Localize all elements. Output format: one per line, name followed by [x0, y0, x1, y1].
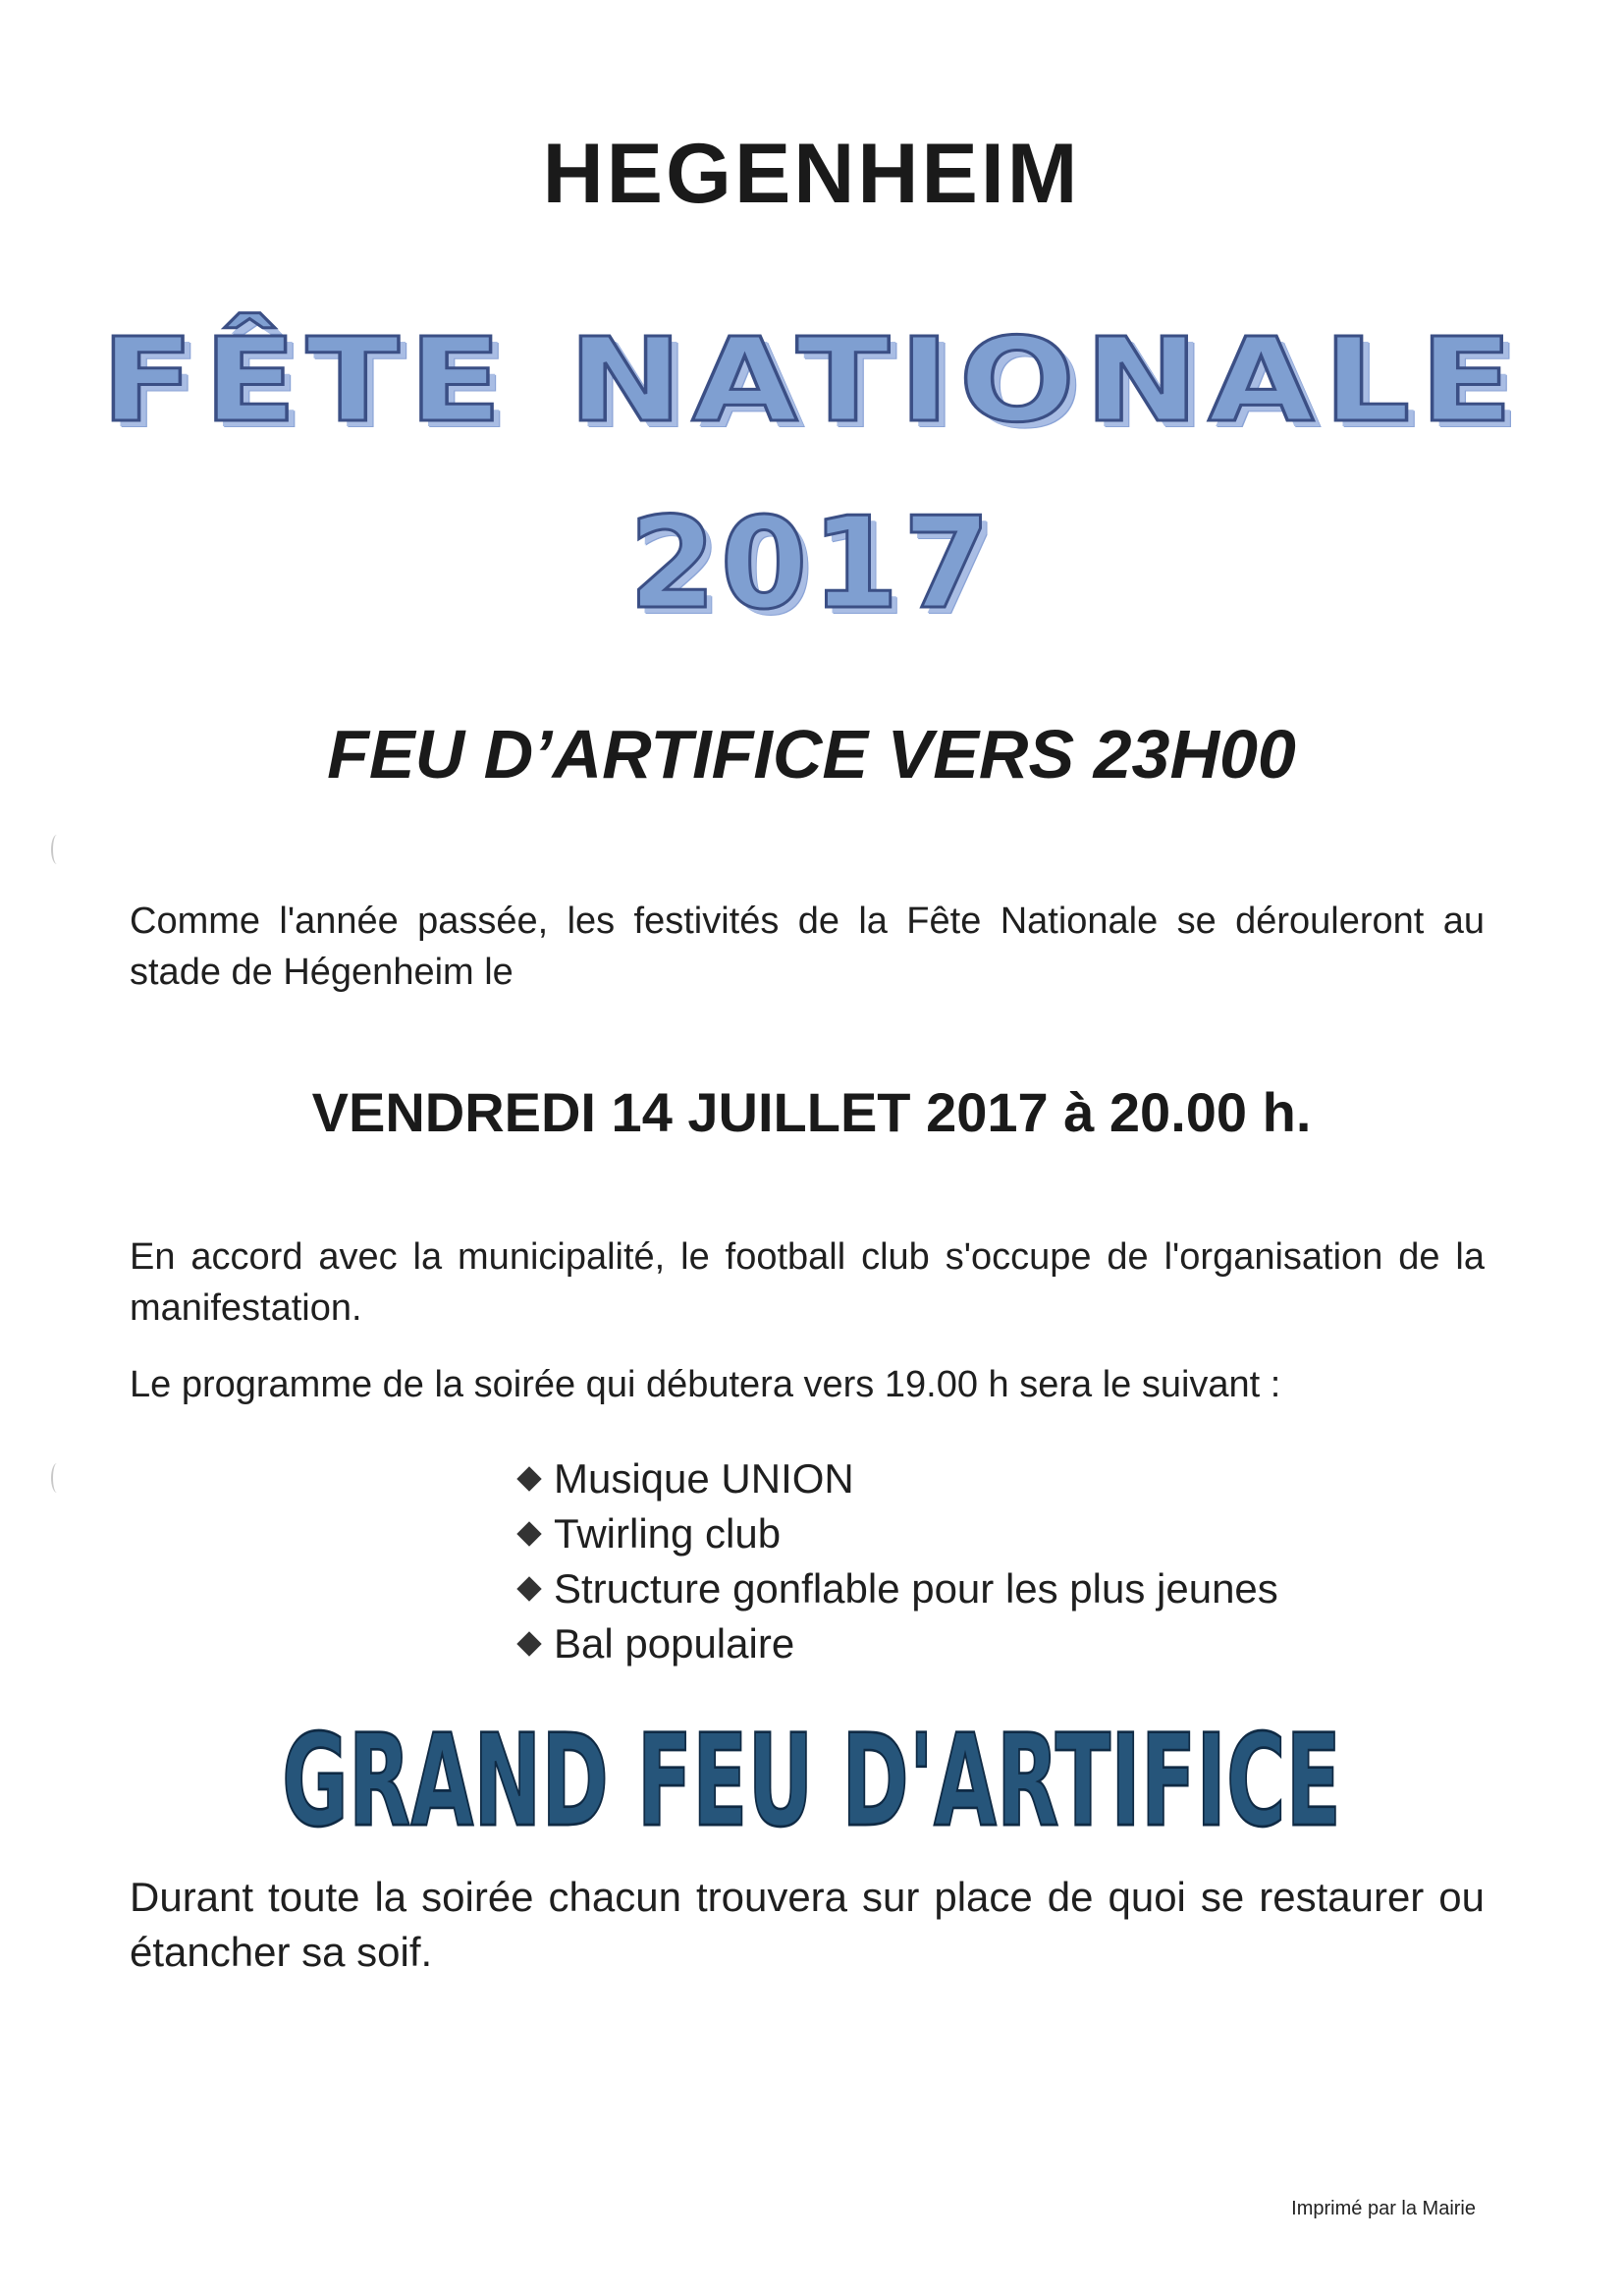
scan-margin-mark: [51, 835, 63, 864]
intro-paragraph: Comme l'année passée, les festivités de la Fête Nationale se dérouleront au stade de Hégenheim le: [130, 901, 1485, 993]
program-item: [520, 1616, 1278, 1671]
program-item-label: Musique UNION: [554, 1455, 854, 1502]
program-item-label: Bal populaire: [554, 1620, 795, 1667]
event-year: 2017: [628, 491, 995, 637]
diamond-bullet-icon: [516, 1631, 541, 1656]
program-list: [520, 1451, 1278, 1671]
town-heading: HEGENHEIM: [542, 127, 1081, 221]
printed-by-footer: Imprimé par la Mairie: [1291, 2198, 1476, 2219]
program-item-label: Structure gonflable pour les plus jeunes: [554, 1565, 1278, 1612]
event-title: FÊTE NATIONALE: [100, 312, 1523, 448]
organisation-paragraph: En accord avec la municipalité, le football club s'occupe de l'organisation de la manifestation.: [130, 1236, 1485, 1329]
closing-paragraph: Durant toute la soirée chacun trouvera sur place de quoi se restaurer ou étancher sa soif.: [130, 1874, 1485, 1975]
diamond-bullet-icon: [516, 1521, 541, 1546]
event-date: VENDREDI 14 JUILLET 2017 à 20.00 h.: [311, 1081, 1312, 1143]
program-item: [520, 1506, 1278, 1561]
program-item: [520, 1451, 1278, 1506]
scan-margin-mark: [51, 1463, 63, 1493]
program-intro: Le programme de la soirée qui débutera vers 19.00 h sera le suivant :: [130, 1364, 1281, 1405]
diamond-bullet-icon: [516, 1466, 541, 1491]
grand-fireworks-heading: GRAND FEU D'ARTIFICE: [282, 1707, 1341, 1856]
program-item-label: Twirling club: [554, 1510, 782, 1557]
diamond-bullet-icon: [516, 1576, 541, 1601]
program-item: [520, 1561, 1278, 1616]
fireworks-time-subtitle: FEU D’ARTIFICE VERS 23H00: [327, 716, 1296, 793]
